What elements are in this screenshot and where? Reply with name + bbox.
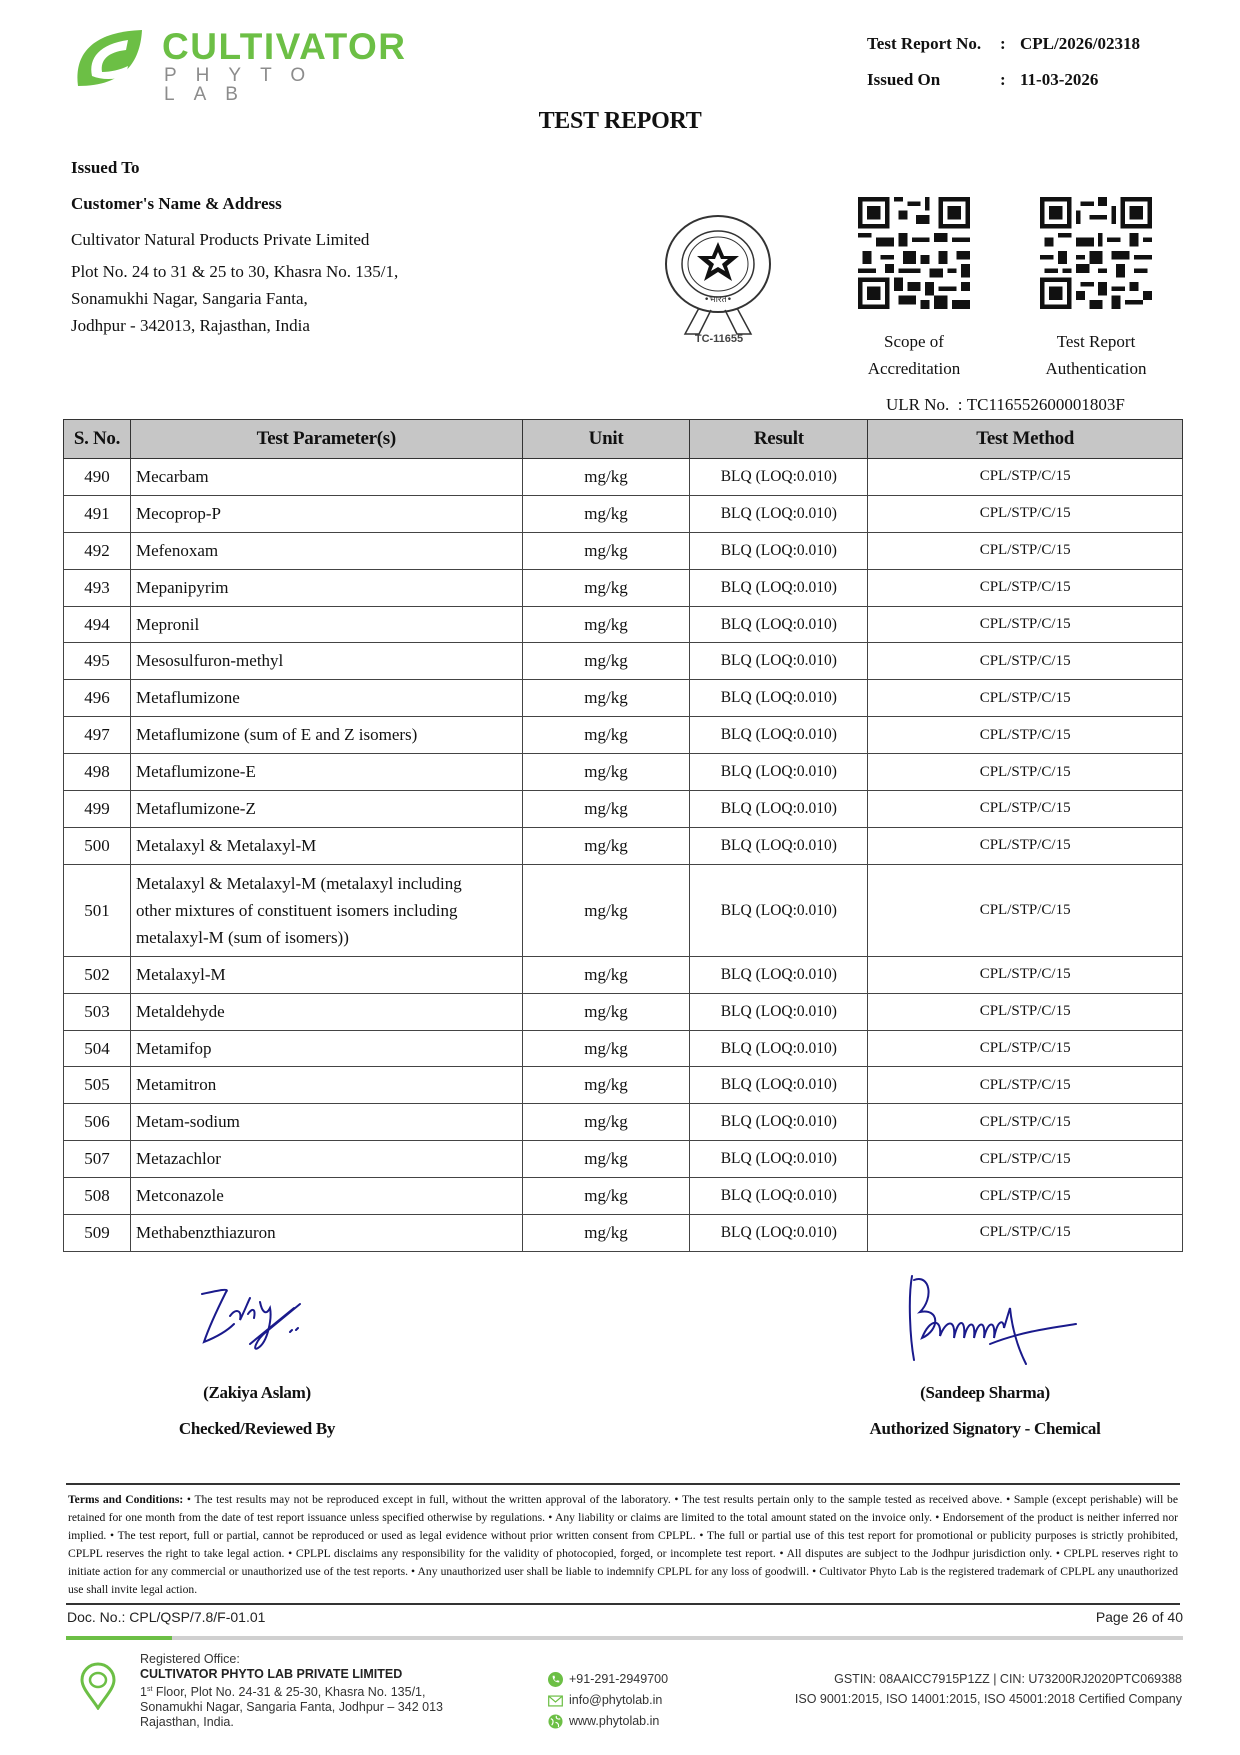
table-row bbox=[64, 495, 1183, 532]
table-row bbox=[64, 1178, 1183, 1215]
authentication-qr-code-icon[interactable] bbox=[1040, 197, 1152, 309]
terms-label: Terms and Conditions: bbox=[68, 1493, 184, 1506]
address-line: Jodhpur - 342013, Rajasthan, India bbox=[71, 316, 310, 335]
table-row bbox=[64, 532, 1183, 569]
cell-parameter: Metaflumizone bbox=[130, 680, 522, 717]
signature-zakiya-icon bbox=[190, 1272, 320, 1362]
colon: : bbox=[953, 395, 967, 414]
cell-result: BLQ (LOQ:0.010) bbox=[690, 569, 868, 606]
ulr-label: ULR No. bbox=[886, 395, 950, 414]
office-address-line: Rajasthan, India. bbox=[140, 1715, 234, 1730]
cell-sno: 504 bbox=[64, 1030, 131, 1067]
address-line: Plot No. 24 to 31 & 25 to 30, Khasra No. 135/1, bbox=[71, 262, 399, 281]
website-item[interactable] bbox=[548, 1711, 668, 1732]
cell-unit: mg/kg bbox=[522, 1178, 690, 1215]
colon: : bbox=[1000, 34, 1006, 53]
cell-result: BLQ (LOQ:0.010) bbox=[690, 1215, 868, 1252]
cell-parameter: Methabenzthiazuron bbox=[130, 1215, 522, 1252]
customer-address bbox=[71, 258, 398, 339]
cell-parameter: Metaflumizone-E bbox=[130, 754, 522, 791]
cell-result: BLQ (LOQ:0.010) bbox=[690, 459, 868, 496]
signature-sandeep-icon bbox=[900, 1268, 1080, 1368]
cell-parameter: Mesosulfuron-methyl bbox=[130, 643, 522, 680]
column-header-result: Result bbox=[690, 420, 868, 459]
cell-sno: 502 bbox=[64, 956, 131, 993]
cell-parameter bbox=[130, 864, 522, 956]
cell-parameter: Metalaxyl & Metalaxyl-M bbox=[130, 827, 522, 864]
authentication-qr-label bbox=[1016, 328, 1176, 382]
cell-method: CPL/STP/C/15 bbox=[868, 1178, 1183, 1215]
cell-result: BLQ (LOQ:0.010) bbox=[690, 1030, 868, 1067]
logo-sub-text: PHYTO LAB bbox=[164, 65, 325, 105]
cell-unit: mg/kg bbox=[522, 956, 690, 993]
authorizer-signature-block bbox=[835, 1375, 1135, 1447]
cell-parameter: Metamitron bbox=[130, 1067, 522, 1104]
customer-heading: Customer's Name & Address bbox=[71, 194, 282, 213]
table-row bbox=[64, 1215, 1183, 1252]
cell-parameter: Metaflumizone (sum of E and Z isomers) bbox=[130, 717, 522, 754]
cell-result: BLQ (LOQ:0.010) bbox=[690, 791, 868, 828]
logo-brand-text: CULTIVATOR bbox=[162, 26, 407, 67]
cell-unit: mg/kg bbox=[522, 1067, 690, 1104]
office-address-line: Sonamukhi Nagar, Sangaria Fanta, Jodhpur – 342 013 bbox=[140, 1700, 443, 1715]
table-row bbox=[64, 680, 1183, 717]
cell-sno: 505 bbox=[64, 1067, 131, 1104]
phone-icon bbox=[548, 1672, 563, 1687]
cell-sno: 500 bbox=[64, 827, 131, 864]
cell-unit: mg/kg bbox=[522, 680, 690, 717]
column-header-parameter: Test Parameter(s) bbox=[130, 420, 522, 459]
cell-method: CPL/STP/C/15 bbox=[868, 1215, 1183, 1252]
cell-sno: 498 bbox=[64, 754, 131, 791]
cell-sno: 499 bbox=[64, 791, 131, 828]
report-meta bbox=[867, 26, 1140, 98]
cell-result: BLQ (LOQ:0.010) bbox=[690, 827, 868, 864]
table-row bbox=[64, 1030, 1183, 1067]
cell-method: CPL/STP/C/15 bbox=[868, 1030, 1183, 1067]
seal-code: TC-11655 bbox=[694, 333, 744, 345]
qr-label-line: Accreditation bbox=[867, 359, 961, 378]
table-row bbox=[64, 643, 1183, 680]
footer-divider-accent bbox=[66, 1636, 172, 1640]
ulr-number bbox=[886, 395, 1125, 415]
cell-method: CPL/STP/C/15 bbox=[868, 993, 1183, 1030]
report-number-row bbox=[867, 26, 1140, 62]
office-label: Registered Office: bbox=[140, 1652, 240, 1666]
cell-unit: mg/kg bbox=[522, 1141, 690, 1178]
report-number-label: Test Report No. bbox=[867, 34, 982, 53]
column-header-unit: Unit bbox=[522, 420, 690, 459]
cell-method: CPL/STP/C/15 bbox=[868, 1141, 1183, 1178]
company-certifications bbox=[720, 1669, 1182, 1709]
footer-divider bbox=[66, 1636, 1183, 1640]
cell-method: CPL/STP/C/15 bbox=[868, 1067, 1183, 1104]
reviewer-name: (Zakiya Aslam) bbox=[203, 1383, 311, 1402]
cell-unit: mg/kg bbox=[522, 1104, 690, 1141]
cell-result: BLQ (LOQ:0.010) bbox=[690, 1141, 868, 1178]
cell-method: CPL/STP/C/15 bbox=[868, 680, 1183, 717]
scope-qr-label bbox=[834, 328, 994, 382]
cell-unit: mg/kg bbox=[522, 459, 690, 496]
authorizer-name: (Sandeep Sharma) bbox=[920, 1383, 1050, 1402]
cell-unit: mg/kg bbox=[522, 532, 690, 569]
cell-parameter: Mecarbam bbox=[130, 459, 522, 496]
cell-method: CPL/STP/C/15 bbox=[868, 643, 1183, 680]
cell-sno: 492 bbox=[64, 532, 131, 569]
phone-number: +91-291-2949700 bbox=[569, 1672, 669, 1686]
table-row bbox=[64, 754, 1183, 791]
cell-result: BLQ (LOQ:0.010) bbox=[690, 1104, 868, 1141]
cell-sno: 490 bbox=[64, 459, 131, 496]
cell-method: CPL/STP/C/15 bbox=[868, 754, 1183, 791]
terms-text: • The test results may not be reproduced except in full, without the written approval of the laboratory. • The test results pertain only to the sample tested as received above. • Sample (except perishable) will be retained for one month from the date of test report issuance unless specified otherwise by regulations. • Any liability or claims are limited to the total amount stated on the invoice only. • Endorsement of the product is neither inferred nor implied. • The test report, full or partial, cannot be reproduced or used as legal evidence without prior written consent from CPLPL. • The full or partial use of this test report for promotional or publicity purposes is strictly prohibited, CPLPL reserves the right to take legal action. • CPLPL disclaims any responsibility for the validity of photocopied, forged, or incomplete test report. • All disputes are subject to the Jodhpur jurisdiction only. • CPLPL reserves right to initiate action for any commercial or unauthorized use of the test reports. • Any unauthorized user shall be liable to indemnify CPLPL for any loss of goodwill. • Cultivator Phyto Lab is the registered trademark of CPLPL any unauthorized use shall invite legal action. bbox=[68, 1493, 1178, 1596]
cell-parameter: Mepronil bbox=[130, 606, 522, 643]
cell-unit: mg/kg bbox=[522, 606, 690, 643]
cell-method: CPL/STP/C/15 bbox=[868, 864, 1183, 956]
ulr-value: TC116552600001803F bbox=[966, 395, 1125, 414]
cell-sno: 509 bbox=[64, 1215, 131, 1252]
cell-sno: 497 bbox=[64, 717, 131, 754]
office-company: CULTIVATOR PHYTO LAB PRIVATE LIMITED bbox=[140, 1667, 403, 1681]
cell-method: CPL/STP/C/15 bbox=[868, 495, 1183, 532]
customer-company: Cultivator Natural Products Private Limited bbox=[71, 230, 370, 249]
cell-parameter: Metalaxyl-M bbox=[130, 956, 522, 993]
table-row bbox=[64, 1067, 1183, 1104]
cell-sno: 506 bbox=[64, 1104, 131, 1141]
cell-unit: mg/kg bbox=[522, 495, 690, 532]
cell-unit: mg/kg bbox=[522, 643, 690, 680]
cell-method: CPL/STP/C/15 bbox=[868, 791, 1183, 828]
cell-sno: 491 bbox=[64, 495, 131, 532]
cell-result: BLQ (LOQ:0.010) bbox=[690, 643, 868, 680]
address-line: Sonamukhi Nagar, Sangaria Fanta, bbox=[71, 289, 308, 308]
cell-sno: 508 bbox=[64, 1178, 131, 1215]
cell-result: BLQ (LOQ:0.010) bbox=[690, 717, 868, 754]
floor-suffix: st bbox=[146, 1686, 153, 1693]
registered-office bbox=[140, 1652, 443, 1730]
cell-result: BLQ (LOQ:0.010) bbox=[690, 495, 868, 532]
authorizer-role: Authorized Signatory - Chemical bbox=[869, 1419, 1101, 1438]
cell-parameter: Metaflumizone-Z bbox=[130, 791, 522, 828]
issued-on-value: 11-03-2026 bbox=[1020, 70, 1099, 89]
cell-result: BLQ (LOQ:0.010) bbox=[690, 864, 868, 956]
cell-parameter: Metamifop bbox=[130, 1030, 522, 1067]
email-address: info@phytolab.in bbox=[569, 1693, 663, 1707]
cell-result: BLQ (LOQ:0.010) bbox=[690, 956, 868, 993]
page-title: TEST REPORT bbox=[538, 108, 702, 134]
cell-unit: mg/kg bbox=[522, 1215, 690, 1252]
reviewer-signature-block bbox=[117, 1375, 397, 1447]
cell-unit: mg/kg bbox=[522, 1030, 690, 1067]
cell-sno: 503 bbox=[64, 993, 131, 1030]
cell-sno: 496 bbox=[64, 680, 131, 717]
location-pin-icon bbox=[78, 1662, 118, 1710]
colon: : bbox=[1000, 70, 1006, 89]
cell-parameter: Mefenoxam bbox=[130, 532, 522, 569]
company-logo bbox=[70, 26, 430, 105]
table-row bbox=[64, 606, 1183, 643]
table-row bbox=[64, 791, 1183, 828]
cell-result: BLQ (LOQ:0.010) bbox=[690, 680, 868, 717]
issued-to-heading: Issued To bbox=[71, 158, 140, 177]
gstin-cin: GSTIN: 08AAICC7915P1ZZ | CIN: U73200RJ2020PTC069388 bbox=[834, 1672, 1182, 1686]
terms-and-conditions bbox=[66, 1483, 1180, 1605]
floor-number: 1 bbox=[140, 1685, 147, 1700]
website-url: www.phytolab.in bbox=[569, 1714, 660, 1728]
cell-result: BLQ (LOQ:0.010) bbox=[690, 754, 868, 791]
report-number-value: CPL/2026/02318 bbox=[1020, 34, 1140, 53]
table-row bbox=[64, 864, 1183, 956]
issued-on-row bbox=[867, 62, 1140, 98]
cell-method: CPL/STP/C/15 bbox=[868, 569, 1183, 606]
cell-result: BLQ (LOQ:0.010) bbox=[690, 532, 868, 569]
cell-sno: 507 bbox=[64, 1141, 131, 1178]
cell-result: BLQ (LOQ:0.010) bbox=[690, 1178, 868, 1215]
qr-label-line: Authentication bbox=[1045, 359, 1147, 378]
table-row bbox=[64, 569, 1183, 606]
cell-parameter: Metam-sodium bbox=[130, 1104, 522, 1141]
cell-method: CPL/STP/C/15 bbox=[868, 827, 1183, 864]
cell-sno: 494 bbox=[64, 606, 131, 643]
nabl-seal-icon bbox=[659, 212, 777, 348]
qr-label-line: Scope of bbox=[884, 332, 944, 351]
column-header-sno: S. No. bbox=[64, 420, 131, 459]
parameter-line: other mixtures of constituent isomers including bbox=[135, 900, 458, 920]
cell-parameter: Mepanipyrim bbox=[130, 569, 522, 606]
document-number: Doc. No.: CPL/QSP/7.8/F-01.01 bbox=[67, 1609, 266, 1625]
cell-unit: mg/kg bbox=[522, 569, 690, 606]
issued-to-section bbox=[71, 150, 398, 339]
parameter-line: Metalaxyl & Metalaxyl-M (metalaxyl including bbox=[135, 873, 462, 893]
scope-qr-code-icon[interactable] bbox=[858, 197, 970, 309]
cell-unit: mg/kg bbox=[522, 864, 690, 956]
cell-method: CPL/STP/C/15 bbox=[868, 956, 1183, 993]
cell-method: CPL/STP/C/15 bbox=[868, 459, 1183, 496]
cell-unit: mg/kg bbox=[522, 754, 690, 791]
cell-unit: mg/kg bbox=[522, 791, 690, 828]
globe-icon bbox=[548, 1714, 563, 1729]
cell-parameter: Metconazole bbox=[130, 1178, 522, 1215]
email-item[interactable] bbox=[548, 1690, 668, 1711]
iso-certifications: ISO 9001:2015, ISO 14001:2015, ISO 45001:2018 Certified Company bbox=[794, 1692, 1182, 1706]
cell-result: BLQ (LOQ:0.010) bbox=[690, 993, 868, 1030]
table-row bbox=[64, 1104, 1183, 1141]
cell-method: CPL/STP/C/15 bbox=[868, 532, 1183, 569]
qr-label-line: Test Report bbox=[1056, 332, 1136, 351]
address-text: Floor, Plot No. 24-31 & 25-30, Khasra No. 135/1, bbox=[152, 1685, 426, 1700]
cell-sno: 495 bbox=[64, 643, 131, 680]
table-row bbox=[64, 827, 1183, 864]
column-header-method: Test Method bbox=[868, 420, 1183, 459]
parameter-line: metalaxyl-M (sum of isomers)) bbox=[135, 927, 349, 947]
svg-text:•भारत•: •भारत• bbox=[703, 295, 733, 305]
results-table bbox=[63, 419, 1183, 1252]
issued-on-label: Issued On bbox=[867, 70, 941, 89]
cell-unit: mg/kg bbox=[522, 717, 690, 754]
cell-sno: 501 bbox=[64, 864, 131, 956]
table-row bbox=[64, 717, 1183, 754]
email-icon bbox=[548, 1695, 563, 1707]
cell-unit: mg/kg bbox=[522, 993, 690, 1030]
table-row bbox=[64, 956, 1183, 993]
table-header-row bbox=[64, 420, 1183, 459]
cell-method: CPL/STP/C/15 bbox=[868, 717, 1183, 754]
cell-result: BLQ (LOQ:0.010) bbox=[690, 606, 868, 643]
contact-info bbox=[548, 1669, 668, 1732]
cell-result: BLQ (LOQ:0.010) bbox=[690, 1067, 868, 1104]
cell-parameter: Metaldehyde bbox=[130, 993, 522, 1030]
table-row bbox=[64, 1141, 1183, 1178]
cell-method: CPL/STP/C/15 bbox=[868, 1104, 1183, 1141]
reviewer-role: Checked/Reviewed By bbox=[178, 1419, 336, 1438]
table-row bbox=[64, 459, 1183, 496]
cell-parameter: Mecoprop-P bbox=[130, 495, 522, 532]
leaf-logo-icon bbox=[70, 26, 150, 90]
cell-sno: 493 bbox=[64, 569, 131, 606]
cell-unit: mg/kg bbox=[522, 827, 690, 864]
phone-item[interactable] bbox=[548, 1669, 668, 1690]
page-number: Page 26 of 40 bbox=[1095, 1609, 1183, 1625]
cell-parameter: Metazachlor bbox=[130, 1141, 522, 1178]
cell-method: CPL/STP/C/15 bbox=[868, 606, 1183, 643]
table-row bbox=[64, 993, 1183, 1030]
office-address-line bbox=[140, 1682, 443, 1700]
